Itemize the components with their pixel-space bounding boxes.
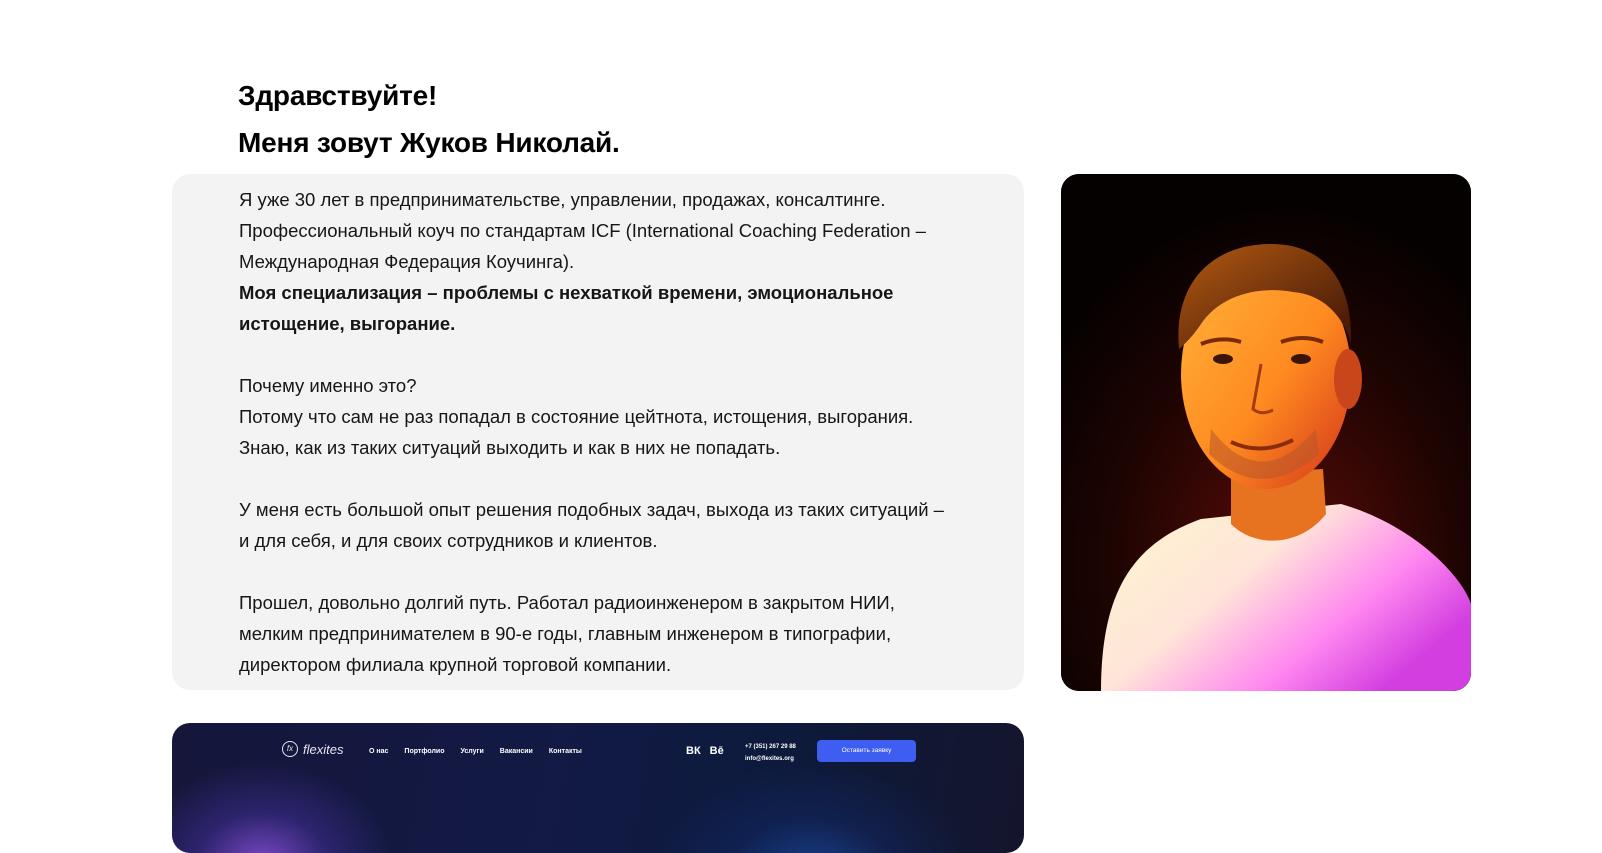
flexites-logo-text: flexites <box>303 741 344 757</box>
preview-nav-item: Вакансии <box>499 748 533 755</box>
about-specialization <box>239 277 984 339</box>
preview-nav-item: Контакты <box>548 748 582 755</box>
about-text-line: Почему именно это? <box>239 375 417 396</box>
greeting-line-name: Меня зовут Жуков Николай. <box>238 127 620 158</box>
preview-cta-button: Оставить заявку <box>817 740 916 762</box>
about-text-line: Моя специализация – проблемы с нехваткой времени, эмоциональное <box>239 282 894 303</box>
about-paragraph-why <box>239 370 984 463</box>
about-text-line: Знаю, как из таких ситуаций выходить и как в них не попадать. <box>239 437 781 458</box>
about-paragraph-experience <box>239 184 984 277</box>
preview-email: info@flexites.org <box>745 756 794 762</box>
about-paragraph-career <box>239 587 984 680</box>
preview-nav-item: Портфолио <box>404 748 445 755</box>
about-text-line: У меня есть большой опыт решения подобных задач, выхода из таких ситуаций – <box>239 499 944 520</box>
portfolio-preview-header <box>172 723 1024 783</box>
greeting-line-hello: Здравствуйте! <box>238 80 438 111</box>
preview-contacts <box>745 741 796 765</box>
about-text-line: и для себя, и для своих сотрудников и клиентов. <box>239 530 658 551</box>
about-text-line: истощение, выгорание. <box>239 313 456 334</box>
about-text-line: Международная Федерация Коучинга). <box>239 251 575 272</box>
about-text-card <box>172 174 1024 690</box>
about-text-line: мелким предпринимателем в 90-е годы, главным инженером в типографии, <box>239 623 892 644</box>
behance-icon: Bē <box>709 745 724 757</box>
vk-icon: ВК <box>686 745 701 757</box>
about-paragraph-experience-solving <box>239 494 984 556</box>
flexites-logo-icon: fx <box>282 741 298 757</box>
about-text-line: Профессиональный коуч по стандартам ICF (International Coaching Federation – <box>239 220 926 241</box>
preview-nav-menu <box>369 748 582 755</box>
preview-phone: +7 (351) 267 29 88 <box>745 744 796 750</box>
greeting-heading <box>238 72 620 166</box>
about-text-line: Я уже 30 лет в предпринимательстве, управлении, продажах, консалтинге. <box>239 189 886 210</box>
flexites-logo <box>282 741 343 757</box>
about-text-line: директором филиала крупной торговой компании. <box>239 654 672 675</box>
preview-nav-item: О нас <box>369 748 389 755</box>
portrait-illustration <box>1061 174 1471 691</box>
about-text-line: Прошел, довольно долгий путь. Работал радиоинженером в закрытом НИИ, <box>239 592 895 613</box>
preview-nav-item: Услуги <box>460 748 484 755</box>
portrait-photo <box>1061 174 1471 691</box>
preview-social-links <box>686 745 724 757</box>
about-text-line: Потому что сам не раз попадал в состояние цейтнота, истощения, выгорания. <box>239 406 914 427</box>
